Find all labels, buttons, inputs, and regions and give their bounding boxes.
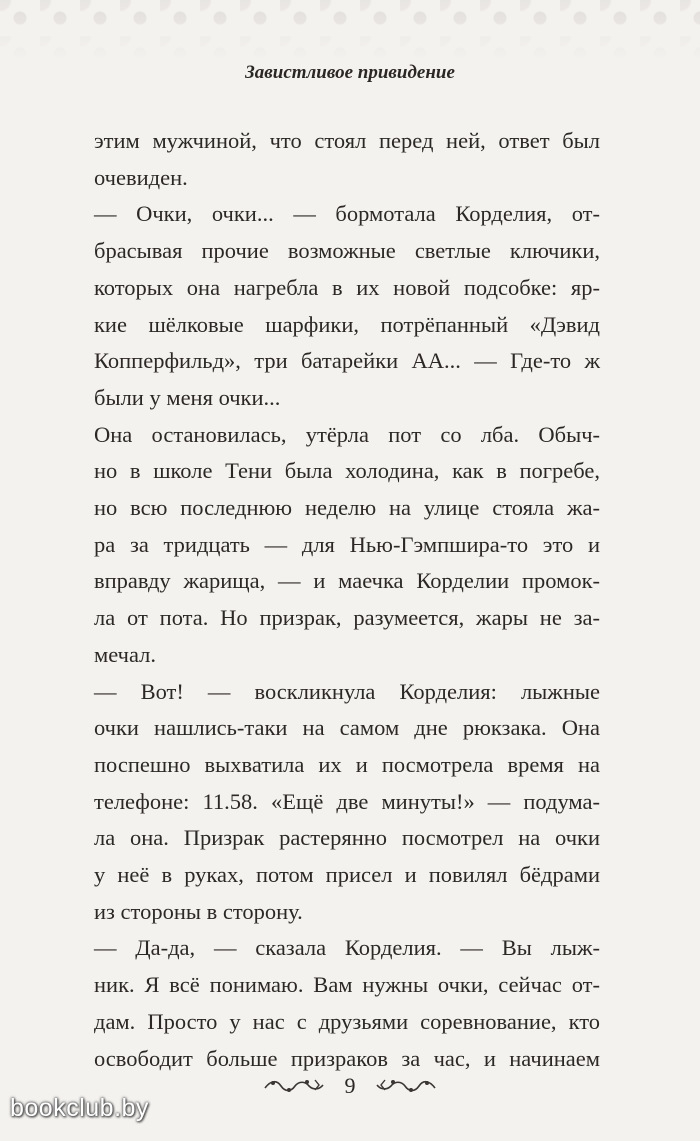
text-line: освободит больше призраков за час, и начинаем bbox=[94, 1045, 600, 1071]
text-line: Копперфильд», три батарейки АА... — Где-то ж bbox=[94, 348, 600, 374]
page-number: 9 bbox=[344, 1072, 356, 1098]
text-line: телефоне: 11.58. «Ещё две минуты!» — подума- bbox=[94, 788, 600, 814]
text-line: поспешно выхватила их и посмотрела время на bbox=[94, 751, 600, 777]
right-flourish-icon bbox=[375, 1076, 437, 1096]
text-line: ник. Я всё понимаю. Вам нужны очки, сейчас от- bbox=[94, 972, 600, 998]
text-line: — Очки, очки... — бормотала Корделия, от- bbox=[94, 201, 600, 227]
text-line: кие шёлковые шарфики, потрёпанный «Дэвид bbox=[94, 311, 600, 337]
text-line: очевиден. bbox=[94, 164, 188, 190]
text-line: которых она нагребла в их новой подсобке: яр- bbox=[94, 274, 600, 300]
text-line: но в школе Тени была холодина, как в погребе, bbox=[94, 458, 600, 484]
body-text bbox=[94, 123, 600, 1077]
text-line: — Да-да, — сказала Корделия. — Вы лыж- bbox=[94, 935, 600, 961]
text-line: но всю последнюю неделю на улице стояла жа- bbox=[94, 495, 600, 521]
text-line: — Вот! — воскликнула Корделия: лыжные bbox=[94, 678, 600, 704]
text-line: очки нашлись-таки на самом дне рюкзака. Она bbox=[94, 715, 600, 741]
text-line: брасывая прочие возможные светлые ключики, bbox=[94, 238, 600, 264]
text-line: ра за тридцать — для Нью-Гэмпшира-то это и bbox=[94, 531, 600, 557]
text-line: Она остановилась, утёрла пот со лба. Обыч- bbox=[94, 421, 600, 447]
left-flourish-icon bbox=[263, 1076, 325, 1096]
text-line: мечал. bbox=[94, 641, 157, 667]
text-line: у неё в руках, потом присел и повилял бёдрами bbox=[94, 862, 600, 888]
watermark: bookclub.by bbox=[10, 1094, 149, 1122]
text-line: из стороны в сторону. bbox=[94, 898, 303, 924]
text-line: вправду жарища, — и маечка Корделии промок- bbox=[94, 568, 600, 594]
running-title: Завистливое привидение bbox=[245, 62, 455, 83]
text-line: этим мужчиной, что стоял перед ней, ответ был bbox=[94, 128, 600, 153]
top-ornament-fade bbox=[0, 0, 700, 60]
text-line: ла она. Призрак растерянно посмотрел на очки bbox=[94, 825, 600, 851]
text-line: были у меня очки... bbox=[94, 384, 281, 410]
text-line: дам. Просто у нас с друзьями соревнование, кто bbox=[94, 1008, 600, 1034]
text-line: ла от пота. Но призрак, разумеется, жары не за- bbox=[94, 605, 600, 631]
